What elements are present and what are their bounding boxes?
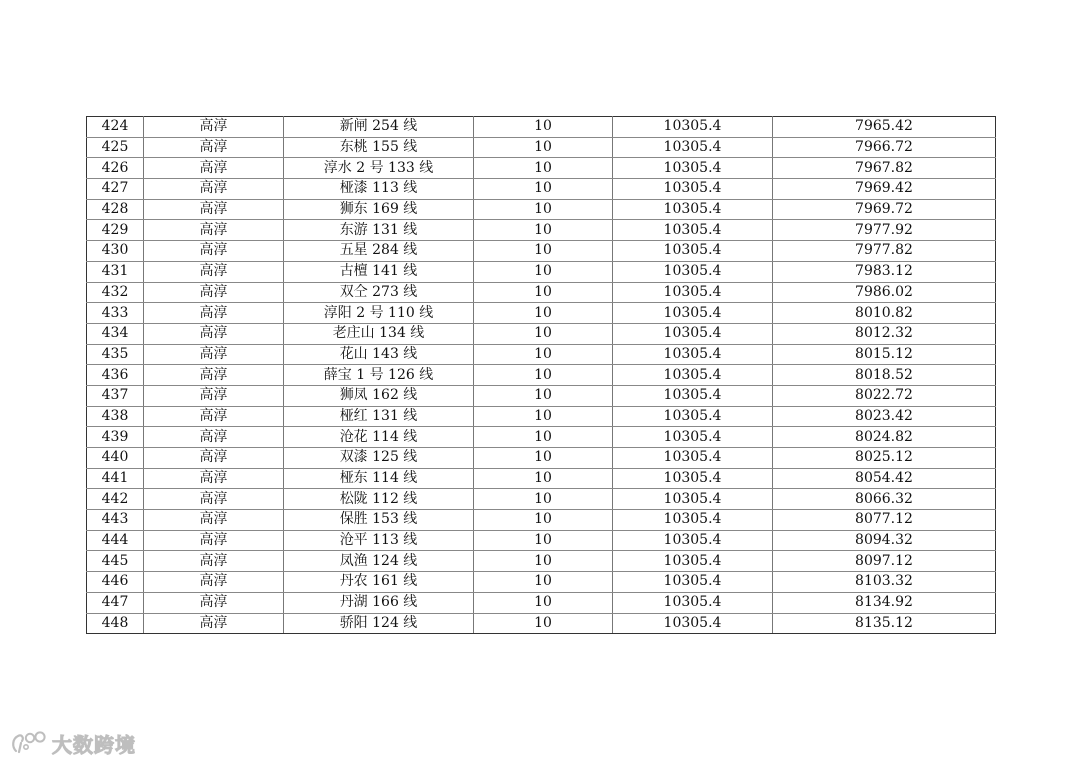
cell-district: 高淳 [144,510,284,531]
cell-voltage: 10 [474,510,613,531]
cell-row-number: 427 [87,179,144,200]
cell-line-name: 花山 143 线 [284,344,474,365]
cell-line-name: 凤渔 124 线 [284,551,474,572]
table-row [87,199,996,220]
cell-value-b: 8022.72 [773,385,996,406]
cell-row-number: 424 [87,117,144,138]
cell-row-number: 448 [87,613,144,634]
cell-row-number: 447 [87,592,144,613]
cell-value-b: 7966.72 [773,137,996,158]
cell-voltage: 10 [474,199,613,220]
cell-district: 高淳 [144,117,284,138]
cell-row-number: 429 [87,220,144,241]
cell-line-name: 桠漆 113 线 [284,179,474,200]
cell-row-number: 434 [87,323,144,344]
cell-value-b: 8066.32 [773,489,996,510]
table-row [87,406,996,427]
cell-line-name: 桠红 131 线 [284,406,474,427]
cell-value-a: 10305.4 [613,510,773,531]
cell-value-b: 7967.82 [773,158,996,179]
table-row [87,365,996,386]
cell-district: 高淳 [144,241,284,262]
table-row [87,385,996,406]
cell-value-a: 10305.4 [613,117,773,138]
cell-district: 高淳 [144,406,284,427]
cell-row-number: 439 [87,427,144,448]
cell-value-a: 10305.4 [613,303,773,324]
cell-row-number: 443 [87,510,144,531]
cell-voltage: 10 [474,344,613,365]
cell-voltage: 10 [474,323,613,344]
cell-district: 高淳 [144,220,284,241]
cell-value-a: 10305.4 [613,323,773,344]
cell-district: 高淳 [144,261,284,282]
cell-voltage: 10 [474,551,613,572]
cell-district: 高淳 [144,385,284,406]
table-row [87,448,996,469]
cell-row-number: 437 [87,385,144,406]
cell-value-a: 10305.4 [613,448,773,469]
cell-value-b: 8024.82 [773,427,996,448]
table-row [87,572,996,593]
table-row [87,323,996,344]
cell-voltage: 10 [474,282,613,303]
cell-district: 高淳 [144,489,284,510]
cell-voltage: 10 [474,220,613,241]
cell-line-name: 桠东 114 线 [284,468,474,489]
cell-value-b: 8023.42 [773,406,996,427]
cell-value-a: 10305.4 [613,179,773,200]
cell-line-name: 老庄山 134 线 [284,323,474,344]
cell-district: 高淳 [144,448,284,469]
cell-row-number: 444 [87,530,144,551]
cell-value-a: 10305.4 [613,572,773,593]
cell-value-b: 8025.12 [773,448,996,469]
cell-value-a: 10305.4 [613,241,773,262]
cell-district: 高淳 [144,137,284,158]
cell-value-a: 10305.4 [613,199,773,220]
cell-row-number: 435 [87,344,144,365]
cell-row-number: 446 [87,572,144,593]
cell-voltage: 10 [474,406,613,427]
table-row [87,551,996,572]
cell-value-b: 7986.02 [773,282,996,303]
table-row [87,303,996,324]
dashu-logo-icon [10,729,50,757]
cell-voltage: 10 [474,179,613,200]
cell-row-number: 426 [87,158,144,179]
cell-value-b: 8054.42 [773,468,996,489]
cell-value-a: 10305.4 [613,406,773,427]
cell-row-number: 436 [87,365,144,386]
cell-line-name: 淳水 2 号 133 线 [284,158,474,179]
table-body [87,117,996,634]
cell-row-number: 442 [87,489,144,510]
cell-value-a: 10305.4 [613,282,773,303]
cell-line-name: 双仝 273 线 [284,282,474,303]
cell-district: 高淳 [144,344,284,365]
table-row [87,344,996,365]
table-row [87,282,996,303]
cell-row-number: 428 [87,199,144,220]
watermark [10,728,136,758]
cell-value-a: 10305.4 [613,427,773,448]
cell-value-b: 8012.32 [773,323,996,344]
cell-district: 高淳 [144,613,284,634]
cell-voltage: 10 [474,468,613,489]
cell-voltage: 10 [474,530,613,551]
cell-district: 高淳 [144,592,284,613]
cell-value-b: 8135.12 [773,613,996,634]
cell-voltage: 10 [474,137,613,158]
cell-voltage: 10 [474,241,613,262]
cell-value-b: 8077.12 [773,510,996,531]
table-row [87,261,996,282]
cell-line-name: 狮凤 162 线 [284,385,474,406]
cell-row-number: 440 [87,448,144,469]
cell-value-a: 10305.4 [613,385,773,406]
data-table [86,116,996,634]
cell-value-a: 10305.4 [613,344,773,365]
cell-voltage: 10 [474,489,613,510]
cell-line-name: 新闸 254 线 [284,117,474,138]
cell-voltage: 10 [474,613,613,634]
cell-district: 高淳 [144,427,284,448]
table-row [87,220,996,241]
cell-value-b: 8103.32 [773,572,996,593]
cell-value-b: 7969.42 [773,179,996,200]
cell-district: 高淳 [144,530,284,551]
cell-line-name: 沧花 114 线 [284,427,474,448]
cell-value-a: 10305.4 [613,551,773,572]
cell-line-name: 双漆 125 线 [284,448,474,469]
cell-voltage: 10 [474,365,613,386]
cell-value-b: 7969.72 [773,199,996,220]
cell-value-a: 10305.4 [613,530,773,551]
cell-line-name: 丹湖 166 线 [284,592,474,613]
table-row [87,489,996,510]
table-row [87,592,996,613]
table-row [87,241,996,262]
cell-district: 高淳 [144,158,284,179]
cell-row-number: 438 [87,406,144,427]
cell-value-a: 10305.4 [613,137,773,158]
cell-district: 高淳 [144,572,284,593]
cell-value-a: 10305.4 [613,261,773,282]
cell-line-name: 狮东 169 线 [284,199,474,220]
watermark-text: 大数跨境 [52,732,136,757]
cell-district: 高淳 [144,365,284,386]
cell-voltage: 10 [474,592,613,613]
cell-voltage: 10 [474,427,613,448]
cell-line-name: 沧平 113 线 [284,530,474,551]
cell-district: 高淳 [144,179,284,200]
cell-value-b: 8134.92 [773,592,996,613]
cell-value-a: 10305.4 [613,592,773,613]
cell-value-b: 8015.12 [773,344,996,365]
cell-voltage: 10 [474,117,613,138]
cell-line-name: 保胜 153 线 [284,510,474,531]
cell-line-name: 松陇 112 线 [284,489,474,510]
table-row [87,117,996,138]
cell-value-a: 10305.4 [613,220,773,241]
cell-value-b: 8097.12 [773,551,996,572]
cell-line-name: 古檀 141 线 [284,261,474,282]
cell-line-name: 东游 131 线 [284,220,474,241]
cell-row-number: 425 [87,137,144,158]
table-row [87,530,996,551]
cell-district: 高淳 [144,303,284,324]
table-row [87,137,996,158]
cell-value-b: 8018.52 [773,365,996,386]
cell-row-number: 432 [87,282,144,303]
cell-value-a: 10305.4 [613,365,773,386]
cell-value-b: 7965.42 [773,117,996,138]
table-row [87,468,996,489]
cell-district: 高淳 [144,551,284,572]
cell-voltage: 10 [474,385,613,406]
cell-voltage: 10 [474,572,613,593]
cell-value-b: 7977.82 [773,241,996,262]
cell-row-number: 445 [87,551,144,572]
table-row [87,510,996,531]
table-row [87,613,996,634]
cell-value-a: 10305.4 [613,158,773,179]
table-row [87,158,996,179]
cell-line-name: 骄阳 124 线 [284,613,474,634]
cell-district: 高淳 [144,199,284,220]
cell-row-number: 441 [87,468,144,489]
cell-line-name: 丹农 161 线 [284,572,474,593]
cell-district: 高淳 [144,282,284,303]
cell-value-b: 8094.32 [773,530,996,551]
cell-line-name: 薛宝 1 号 126 线 [284,365,474,386]
cell-district: 高淳 [144,468,284,489]
cell-voltage: 10 [474,303,613,324]
table-row [87,427,996,448]
cell-row-number: 431 [87,261,144,282]
cell-value-a: 10305.4 [613,489,773,510]
cell-value-a: 10305.4 [613,468,773,489]
cell-line-name: 淳阳 2 号 110 线 [284,303,474,324]
cell-value-b: 8010.82 [773,303,996,324]
cell-voltage: 10 [474,448,613,469]
cell-line-name: 五星 284 线 [284,241,474,262]
cell-value-b: 7983.12 [773,261,996,282]
table-row [87,179,996,200]
cell-value-b: 7977.92 [773,220,996,241]
cell-value-a: 10305.4 [613,613,773,634]
cell-row-number: 430 [87,241,144,262]
cell-voltage: 10 [474,158,613,179]
cell-voltage: 10 [474,261,613,282]
cell-district: 高淳 [144,323,284,344]
cell-line-name: 东桃 155 线 [284,137,474,158]
cell-row-number: 433 [87,303,144,324]
